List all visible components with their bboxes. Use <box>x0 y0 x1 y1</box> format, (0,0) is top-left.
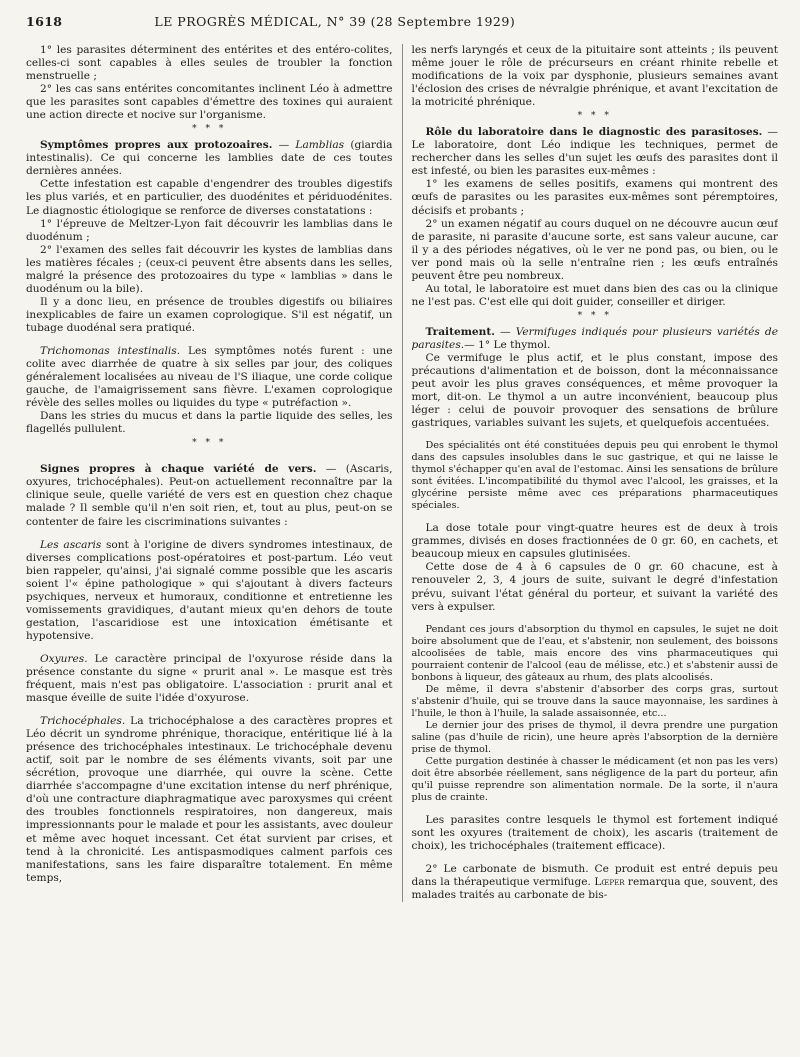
small-print-paragraph: Le dernier jour des prises de thymol, il devra prendre une purgation saline (pas d'huile de ricin), une heure après l'absorption de la dernière prise de thymol. <box>411 719 778 755</box>
section-paragraph: Symptômes propres aux protozoaires. — Lamblias (giardia intestinalis). Ce qui concerne les lamblies date de ces toutes dernières années. <box>26 139 393 178</box>
small-print-paragraph: Cette purgation destinée à chasser le médicament (et non pas les vers) doit être absorbée réellement, sans négligence de la part du porteur, afin qu'il puisse reprendre son alimentation normale. De la sorte, il n'aura plus de crainte. <box>411 755 778 803</box>
paragraph: Trichocéphales. La trichocéphalose a des caractères propres et Léo décrit un syndrome phrénique, thoracique, entéritique lié à la présence des trichocéphales intestinaux. Le trichocéphale devenu actif, soit par le nombre de ses éléments vivants, soit par une sécrétion, provoque une diarrhée, qui ouvre la scène. Cette diarrhée s'accompagne d'une excitation intense du nerf phrénique, d'où une contracture diaphragmatique avec paroxysmes qui créent des troubles fonctionnels respiratoires, non dangereux, mais impressionnants pour le malade et pour les assistants, avec douleur et même avec hoquet incessant. Cet état survient par crises, et tend à la chronicité. Les antispasmodiques calment parfois ces manifestations, sans les faire disparaître totalement. En même temps, <box>26 715 393 884</box>
author-name: Lœper <box>594 875 625 888</box>
left-column <box>26 44 402 902</box>
right-column <box>402 44 779 902</box>
section-heading: Symptômes propres aux protozoaires. <box>40 139 273 152</box>
paragraph: 1° les parasites déterminent des entérites et des entéro-colites, celles-ci sont capables à elles seules de troubler la fonction menstruelle ; <box>26 44 393 83</box>
paragraph: Trichomonas intestinalis. Les symptômes notés furent : une colite avec diarrhée de quatre à six selles par jour, des coliques généralement localisées au niveau de l'S iliaque, une corde colique gauche, de l'amaigrissement sans fièvre. L'examen coprologique révèle des selles molles ou liquides du type « putréfaction ». <box>26 344 393 410</box>
paragraph: 2° Le carbonate de bismuth. Ce produit est entré depuis peu dans la thérapeutique vermifuge. Lœper remarqua que, souvent, des malades traités au carbonate de bis- <box>411 862 778 901</box>
paragraph: Dans les stries du mucus et dans la partie liquide des selles, les flagellés pullulent. <box>26 410 393 436</box>
section-separator-stars: * * * <box>577 111 612 122</box>
section-separator-stars: * * * <box>192 438 227 449</box>
paragraph: Oxyures. Le caractère principal de l'oxyurose réside dans la présence constante du signe « prurit anal ». Le masque est très fréquent, mais n'est pas obligatoire. L'association : prurit anal et masque éveille de suite l'idée d'oxyurose. <box>26 652 393 705</box>
page-number: 1618 <box>26 14 63 29</box>
section-heading: Signes propres à chaque variété de vers. <box>40 463 317 476</box>
page-header <box>26 14 778 36</box>
section-heading: Traitement. <box>425 325 495 338</box>
paragraph: Au total, le laboratoire est muet dans bien des cas ou la clinique ne l'est pas. C'est elle qui doit guider, conseiller et diriger. <box>411 282 778 308</box>
section-separator-stars: * * * <box>192 124 227 135</box>
small-print-paragraph: De même, il devra s'abstenir d'absorber des corps gras, surtout s'abstenir d'huile, qui se trouve dans la sauce mayonnaise, les sardines à l'huile, le thon à l'huile, la salade assaisonnée, etc... <box>411 683 778 719</box>
paragraph: 1° les examens de selles positifs, examens qui montrent des œufs de parasites ou les parasites eux-mêmes sont péremptoires, décisifs et probants ; <box>411 178 778 217</box>
paragraph: les nerfs laryngés et ceux de la pituitaire sont atteints ; ils peuvent même jouer le rôle de précurseurs en créant rhinite rebelle et modifications de la voix par dysphonie, plusieurs semaines avant l'éclosion des crises de névralgie phrénique, et avant l'excitation de la motricité phrénique. <box>411 44 778 109</box>
small-print-paragraph: Pendant ces jours d'absorption du thymol en capsules, le sujet ne doit boire absolument que de l'eau, et s'abstenir, non seulement, des boissons alcoolisées de table, mais encore des vins pharmaceutiques qui pourraient contenir de l'alcool (eau de mélisse, etc.) et s'abstenir aussi de bonbons à liqueur, des gâteaux au rhum, des plats alcoolisés. <box>411 623 778 683</box>
section-paragraph: Signes propres à chaque variété de vers. — (Ascaris, oxyures, trichocéphales). Peut-on actuellement reconnaître par la clinique seule, quelle variété de vers est en question chez chaque malade ? Il semble qu'il n'en soit rien, et, tout au plus, peut-on se contenter de faire les ciscriminations suivantes : <box>26 463 393 528</box>
paragraph: 2° l'examen des selles fait découvrir les kystes de lamblias dans les matières fécales ; (ceux-ci peuvent être absents dans les selles, malgré la présence des protozoaires du type « lamblias » dans le duodénum ou la bile). <box>26 243 393 295</box>
paragraph: Les parasites contre lesquels le thymol est fortement indiqué sont les oxyures (traitement de choix), les ascaris (traitement de choix), les trichocéphales (traitement efficace). <box>411 813 778 852</box>
paragraph: 2° un examen négatif au cours duquel on ne découvre aucun œuf de parasite, ni parasite d'aucune sorte, est sans valeur aucune, car il y a des périodes négatives, où le ver ne pond pas, ou bien, ou le ver pond mais où la selle n'entraîne rien ; les œufs entraînés peuvent être peu nombreux. <box>411 217 778 282</box>
paragraph: Cette dose de 4 à 6 capsules de 0 gr. 60 chacune, est à renouveler 2, 3, 4 jours de suite, suivant le degré d'infestation prévu, suivant l'état général du porteur, et suivant la variété des vers à expulser. <box>411 561 778 613</box>
small-print-paragraph: Des spécialités ont été constituées depuis peu qui enrobent le thymol dans des capsules insolubles dans le suc gastrique, et qui ne laisse le thymol s'échapper qu'en aval de l'estomac. Ainsi les sensations de brûlure sont évitées. L'incompatibilité du thymol avec l'alcool, les graisses, et la glycérine persiste même avec ces préparations pharmaceutiques spéciales. <box>411 440 778 512</box>
section-separator-stars: * * * <box>577 310 612 321</box>
section-heading: Rôle du laboratoire dans le diagnostic des parasitoses. <box>425 126 763 139</box>
paragraph: Les ascaris sont à l'origine de divers syndromes intestinaux, de diverses complications post-opératoires et post-partum. Léo veut bien rappeler, qu'ainsi, j'ai signalé comme possible que les ascaris soient l'« épine pathologique » qui s'ajoutant à divers facteurs psychiques, nerveux et humoraux, conditionne et entretienne les vomissements gravidiques, d'autant mieux qu'en dehors de toute gestation, l'ascaridiose est une intoxication émétisante et hypotensive. <box>26 538 393 642</box>
section-paragraph: Rôle du laboratoire dans le diagnostic des parasitoses. — Le laboratoire, dont Léo indique les techniques, permet de rechercher dans les selles d'un sujet les œufs des parasites dont il est infesté, ou bien les parasites eux-mêmes : <box>411 126 778 178</box>
section-paragraph: Traitement. — Vermifuges indiqués pour plusieurs variétés de parasites.— 1° Le thymol. <box>411 325 778 351</box>
paragraph: Il y a donc lieu, en présence de troubles digestifs ou biliaires inexplicables de faire un examen coprologique. S'il est négatif, un tubage duodénal sera pratiqué. <box>26 295 393 334</box>
paragraph: La dose totale pour vingt-quatre heures est de deux à trois grammes, divisés en doses fractionnées de 0 gr. 60, en cachets, et beaucoup mieux en capsules glutinisées. <box>411 522 778 561</box>
paragraph: 1° l'épreuve de Meltzer-Lyon fait découvrir les lamblias dans le duodénum ; <box>26 217 393 243</box>
paragraph: Ce vermifuge le plus actif, et le plus constant, impose des précautions d'alimentation et de boisson, dont la méconnaissance peut avoir les plus graves conséquences, et même provoquer la mort, dit-on. Le thymol a un autre inconvénient, beaucoup plus léger : celui de pouvoir provoquer des sensations de brûlure gastriques, variables suivant les sujets, et quelquefois accentuées. <box>411 351 778 430</box>
running-title: LE PROGRÈS MÉDICAL, N° 39 (28 Septembre 1929) <box>154 14 516 29</box>
article-columns <box>26 44 778 902</box>
paragraph: 2° les cas sans entérites concomitantes inclinent Léo à admettre que les parasites sont capables d'émettre des toxines qui auraient une action directe et nocive sur l'organisme. <box>26 83 393 122</box>
paragraph: Cette infestation est capable d'engendrer des troubles digestifs les plus variés, et en particulier, des duodénites et périduodénites. Le diagnostic étiologique se renforce de diverses constatations : <box>26 178 393 217</box>
